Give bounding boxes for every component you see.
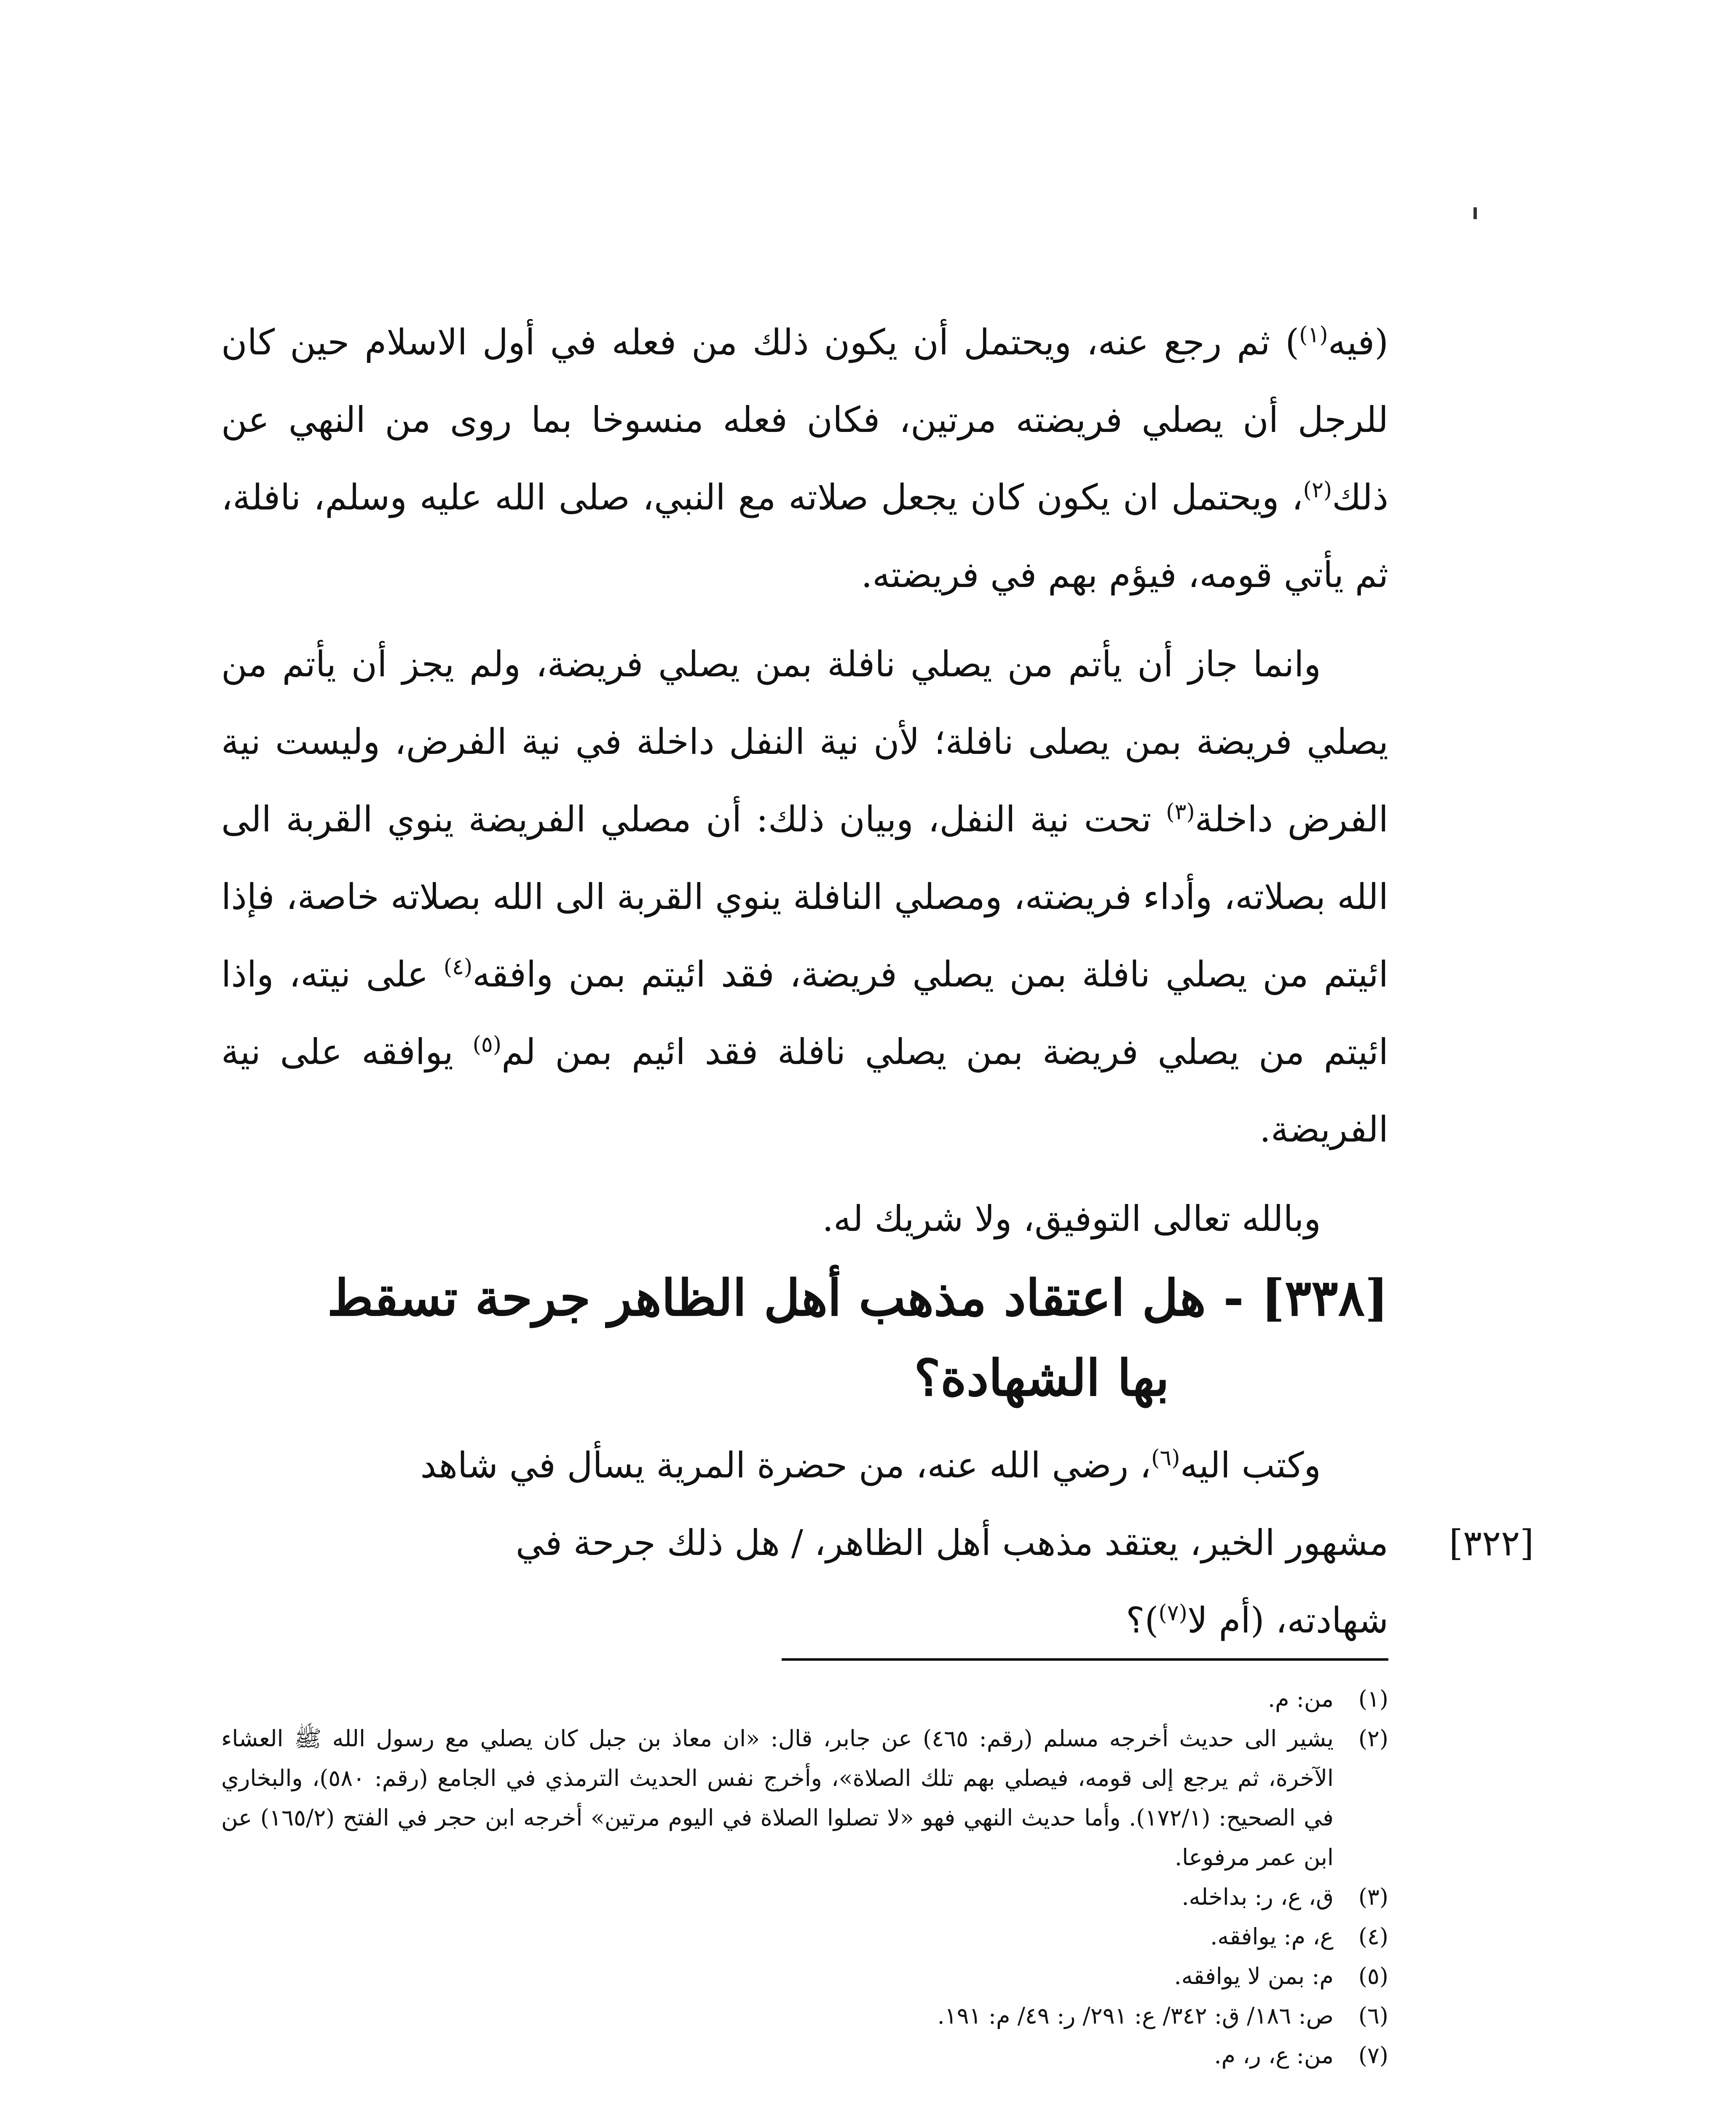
footnote-text: ع، م: يوافقه. xyxy=(1210,1923,1334,1950)
footnote-2 xyxy=(221,1719,1388,1877)
footnote-number: (١) xyxy=(1358,1686,1388,1712)
footnote-number: (٤) xyxy=(1358,1923,1388,1950)
footnote-number: (٢) xyxy=(1358,1725,1388,1752)
footnote-text: من: م. xyxy=(1268,1686,1334,1712)
footnote-number: (٦) xyxy=(1358,2002,1388,2029)
footnote-1 xyxy=(221,1679,1388,1719)
question-line-1 xyxy=(221,1426,1388,1504)
paragraph-1 xyxy=(221,303,1388,614)
manuscript-page-marker: [٣٢٢] xyxy=(1449,1523,1534,1564)
question-line-1-end: ، رضي الله عنه، من حضرة المرية يسأل في شاهد xyxy=(420,1445,1152,1486)
paragraph-2-text-end: يوافقه على نية الفريضة. xyxy=(221,1031,1388,1150)
footnote-number: (٥) xyxy=(1358,1963,1388,1989)
paragraph-2-text-middle: تحت نية النفل، وبيان ذلك: أن مصلي الفريضة ينوي القربة الى الله بصلاته، وأداء فريضته، ومصلي النافلة ينوي القربة الى الله بصلاته خاصة، فإذا ائيتم من يصلي نافلة بمن يصلي فريضة، فقد ائيتم بمن وافقه xyxy=(221,799,1388,995)
footnote-text: م: بمن لا يوافقه. xyxy=(1174,1963,1334,1989)
paragraph-2 xyxy=(221,625,1388,1168)
footnote-text: من: ع، ر، م. xyxy=(1214,2042,1334,2069)
section-dash: - xyxy=(1206,1268,1262,1327)
footnote-3 xyxy=(221,1877,1388,1917)
question-paragraph xyxy=(221,1426,1388,1659)
footnote-ref-2: (٢) xyxy=(1303,477,1332,503)
footnote-number: (٧) xyxy=(1358,2042,1388,2069)
closing-line: وبالله تعالى التوفيق، ولا شريك له. xyxy=(822,1198,1321,1239)
paragraph-1-text-start: (فيه xyxy=(1328,322,1388,363)
footnote-7 xyxy=(221,2036,1388,2075)
section-title-line-2: بها الشهادة؟ xyxy=(914,1348,1169,1407)
footnote-ref-3: (٣) xyxy=(1166,799,1195,825)
paragraph-1-text-middle: ) ثم رجع عنه، ويحتمل أن يكون ذلك من فعله في أول الاسلام حين كان للرجل أن يصلي فريضته مرتين، فكان فعله منسوخا بما روى من النهي عن ذلك xyxy=(221,322,1388,518)
question-line-1-start: وكتب اليه xyxy=(1180,1445,1321,1486)
footnote-4 xyxy=(221,1917,1388,1957)
question-line-2: مشهور الخير، يعتقد مذهب أهل الظاهر، / هل ذلك جرحة في xyxy=(515,1522,1388,1563)
paragraph-2-text-middle-2: على نيته، واذا ائيتم من يصلي فريضة بمن يصلي نافلة فقد ائيم بمن لم xyxy=(221,954,1388,1072)
footnote-6 xyxy=(221,1996,1388,2036)
section-number: [٣٣٨] xyxy=(1261,1268,1388,1327)
footnote-separator-rule xyxy=(782,1658,1388,1661)
question-line-3-end: )؟ xyxy=(1126,1600,1159,1641)
paragraph-2-text-start: وانما جاز أن يأتم من يصلي نافلة بمن يصلي فريضة، ولم يجز أن يأتم من يصلي فريضة بمن يصلى نافلة؛ لأن نية النفل داخلة في نية الفرض، وليست نية الفرض داخلة xyxy=(221,643,1389,840)
section-title-line-1: هل اعتقاد مذهب أهل الظاهر جرحة تسقط xyxy=(327,1268,1206,1327)
section-heading xyxy=(221,1258,1388,1418)
footnote-ref-1: (١) xyxy=(1299,322,1328,348)
footnotes-section xyxy=(221,1679,1388,2075)
footnote-ref-6: (٦) xyxy=(1151,1445,1180,1471)
main-body-text xyxy=(221,303,1388,1257)
footnote-5 xyxy=(221,1957,1388,1996)
margin-tick-mark xyxy=(1473,207,1477,219)
paragraph-1-text-end: ، ويحتمل ان يكون كان يجعل صلاته مع النبي، صلى الله عليه وسلم، نافلة، ثم يأتي قومه، فيؤم بهم في فريضته. xyxy=(221,477,1388,595)
footnote-text: يشير الى حديث أخرجه مسلم (رقم: ٤٦٥) عن جابر، قال: «ان معاذ بن جبل كان يصلي مع رسول الله ﷺ العشاء الآخرة، ثم يرجع إلى قومه، فيصلي بهم تلك الصلاة»، وأخرج نفس الحديث الترمذي في الجامع (رقم: ٥٨٠)، والبخاري في الصحيح: (١٧٢/١). وأما حديث النهي فهو «لا تصلوا الصلاة في اليوم مرتين» أخرجه ابن حجر في الفتح (١٦٥/٢) عن ابن عمر مرفوعا. xyxy=(221,1725,1334,1871)
footnote-text: ق، ع، ر: بداخله. xyxy=(1181,1884,1334,1910)
footnote-number: (٣) xyxy=(1358,1884,1388,1910)
footnote-ref-4: (٤) xyxy=(443,954,473,980)
footnote-text: ص: ١٨٦/ ق: ٣٤٢/ ع: ٢٩١/ ر: ٤٩/ م: ١٩١. xyxy=(937,2002,1334,2029)
footnote-ref-7: (٧) xyxy=(1158,1600,1187,1626)
footnote-ref-5: (٥) xyxy=(472,1032,502,1057)
question-line-3-start: شهادته، (أم لا xyxy=(1187,1600,1388,1641)
